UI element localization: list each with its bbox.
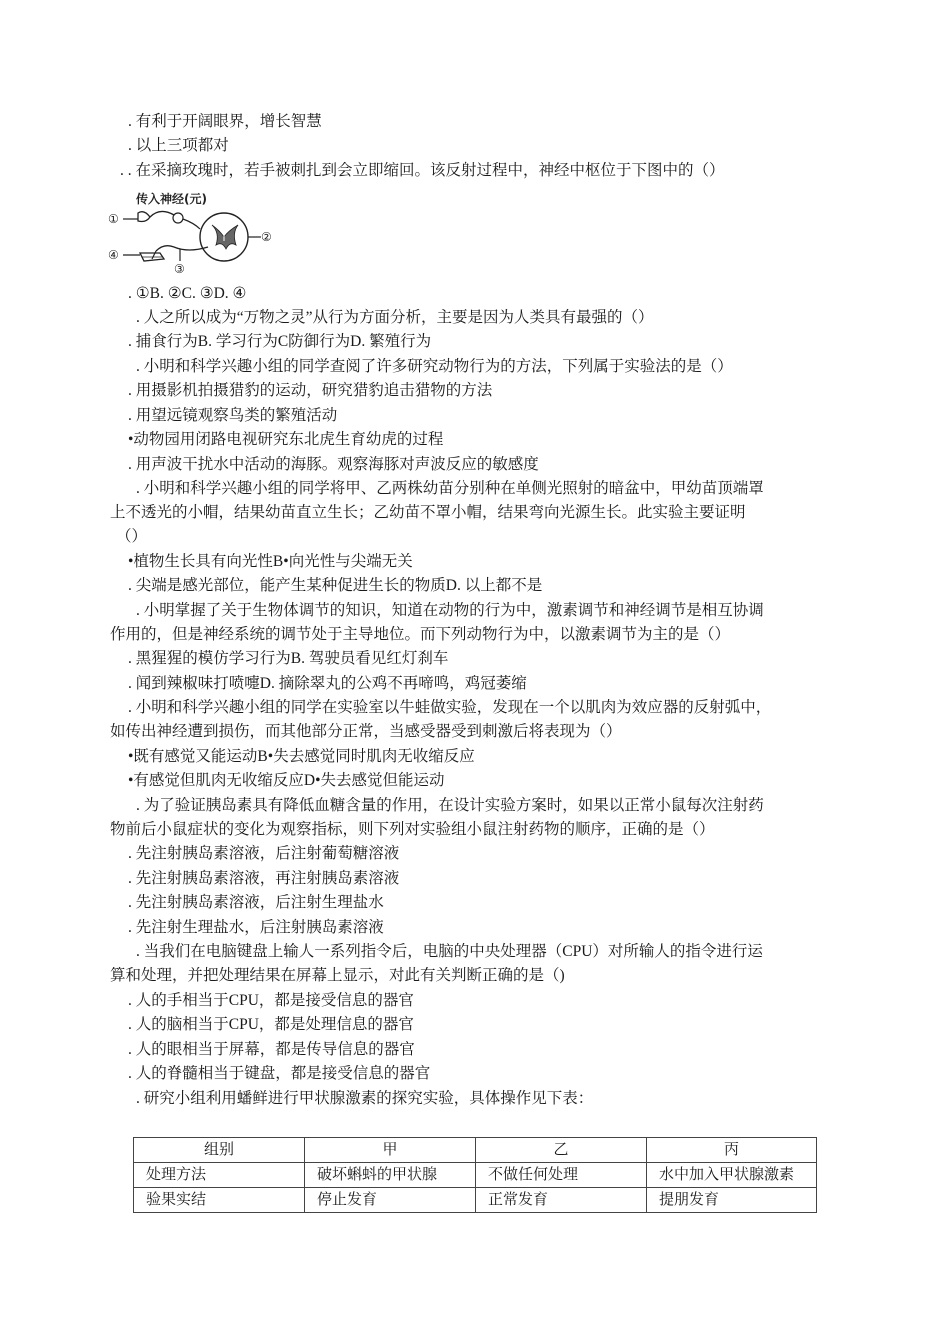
marker-4: ④ — [108, 248, 119, 262]
question-line: . 当我们在电脑键盘上输人一系列指令后，电脑的中央处理器（CPU）对所输人的指令进行运 — [136, 943, 763, 960]
question-line: . 研究小组利用蟠鲜进行甲状腺激素的探究实验，具体操作见下表： — [136, 1090, 594, 1107]
option-line: . 先注射生理盐水，后注射胰岛素溶液 — [128, 919, 384, 936]
option-line: . 先注射胰岛素溶液，再注射胰岛素溶液 — [128, 870, 400, 887]
option-line: . ①B. ②C. ③D. ④ — [128, 285, 247, 302]
question-line: （） — [116, 528, 148, 545]
table-cell: 正常发育 — [476, 1188, 647, 1213]
question-line: . 人之所以成为“万物之灵”从行为方面分析，主要是因为人类具有最强的（） — [136, 309, 654, 326]
option-line: . 人的脑相当于CPU，都是处理信息的器官 — [128, 1016, 414, 1033]
table-header-cell: 组别 — [134, 1138, 305, 1163]
option-line: •植物生长具有向光性B•向光性与尖端无关 — [128, 553, 413, 570]
option-line: . 闻到辣椒味打喷嚏D. 摘除翠丸的公鸡不再啼鸣，鸡冠萎缩 — [128, 675, 527, 692]
table-cell: 水中加入甲状腺激素 — [647, 1163, 817, 1188]
question-line: . . 在采摘玫瑰时，若手被刺扎到会立即缩回。该反射过程中，神经中枢位于下图中的（） — [120, 162, 725, 179]
option-line: •既有感觉又能运动B•失去感觉同时肌肉无收缩反应 — [128, 748, 475, 765]
option-line: . 用声波干扰水中活动的海豚。观察海豚对声波反应的敏感度 — [128, 456, 539, 473]
option-line: . 人的脊髓相当于键盘，都是接受信息的器官 — [128, 1065, 431, 1082]
diagram-caption: 传入神经(元) — [136, 192, 207, 206]
question-line: 上不透光的小帽，结果幼苗直立生长；乙幼苗不罩小帽，结果弯向光源生长。此实验主要证明 — [110, 504, 746, 521]
option-line: . 尖端是感光部位，能产生某种促进生长的物质D. 以上都不是 — [128, 577, 543, 594]
experiment-table — [133, 1137, 817, 1213]
question-line: . 为了验证胰岛素具有降低血糖含量的作用，在设计实验方案时，如果以正常小鼠每次注射药 — [136, 797, 764, 814]
question-line: . 小明掌握了关于生物体调节的知识，知道在动物的行为中，激素调节和神经调节是相互协调 — [136, 602, 764, 619]
option-line: •有感觉但肌肉无收缩反应D•失去感觉但能运动 — [128, 772, 445, 789]
option-line: •动物园用闭路电视研究东北虎生育幼虎的过程 — [128, 431, 444, 448]
table-header-row — [134, 1138, 817, 1163]
table-cell: 验果实结 — [134, 1188, 305, 1213]
option-line: . 先注射胰岛素溶液，后注射葡萄糖溶液 — [128, 845, 400, 862]
question-line: 算和处理，并把处理结果在屏幕上显示，对此有关判断正确的是（) — [110, 967, 565, 984]
table-header-cell: 甲 — [305, 1138, 476, 1163]
option-line: . 人的手相当于CPU，都是接受信息的器官 — [128, 992, 414, 1009]
option-line: . 先注射胰岛素溶液，后注射生理盐水 — [128, 894, 384, 911]
option-line: . 用摄影机拍摄猎豹的运动，研究猎豹追击猎物的方法 — [128, 382, 493, 399]
question-line: 如传出神经遭到损伤，而其他部分正常，当感受器受到刺激后将表现为（） — [110, 723, 622, 740]
table-cell: 破坏蝌蚪的甲状腺 — [305, 1163, 476, 1188]
option-line: . 人的眼相当于屏幕，都是传导信息的器官 — [128, 1041, 415, 1058]
marker-1: ① — [108, 212, 119, 226]
option-line: . 用望远镜观察鸟类的繁殖活动 — [128, 407, 338, 424]
question-line: . 小明和科学兴趣小组的同学查阅了许多研究动物行为的方法，下列属于实验法的是（） — [136, 358, 733, 375]
marker-3: ③ — [174, 262, 185, 275]
table-row — [134, 1188, 817, 1213]
table-cell: 提朋发育 — [647, 1188, 817, 1213]
table-header-cell: 乙 — [476, 1138, 647, 1163]
table-cell: 停止发育 — [305, 1188, 476, 1213]
table-header-cell: 丙 — [647, 1138, 817, 1163]
marker-2: ② — [261, 230, 272, 244]
question-line: 作用的，但是神经系统的调节处于主导地位。而下列动物行为中，以激素调节为主的是（） — [110, 626, 731, 643]
option-line: . 有利于开阔眼界，增长智慧 — [128, 113, 322, 130]
option-line: . 以上三项都对 — [128, 137, 229, 154]
option-line: . 捕食行为B. 学习行为C防御行为D. 繁殖行为 — [128, 333, 432, 350]
table-cell: 处理方法 — [134, 1163, 305, 1188]
question-line: 物前后小鼠症状的变化为观察指标，则下列对实验组小鼠注射药物的顺序，正确的是（） — [110, 821, 715, 838]
table-row — [134, 1163, 817, 1188]
question-line: . 小明和科学兴趣小组的同学将甲、乙两株幼苗分别种在单侧光照射的暗盆中，甲幼苗顶端罩 — [136, 480, 764, 497]
table-cell: 不做任何处理 — [476, 1163, 647, 1188]
question-line: . 小明和科学兴趣小组的同学在实验室以牛蛙做实验，发现在一个以肌肉为效应器的反射弧中， — [128, 699, 772, 716]
option-line: . 黑猩猩的模仿学习行为B. 驾驶员看见红灯刹车 — [128, 650, 449, 667]
reflex-arc-diagram — [108, 189, 276, 275]
